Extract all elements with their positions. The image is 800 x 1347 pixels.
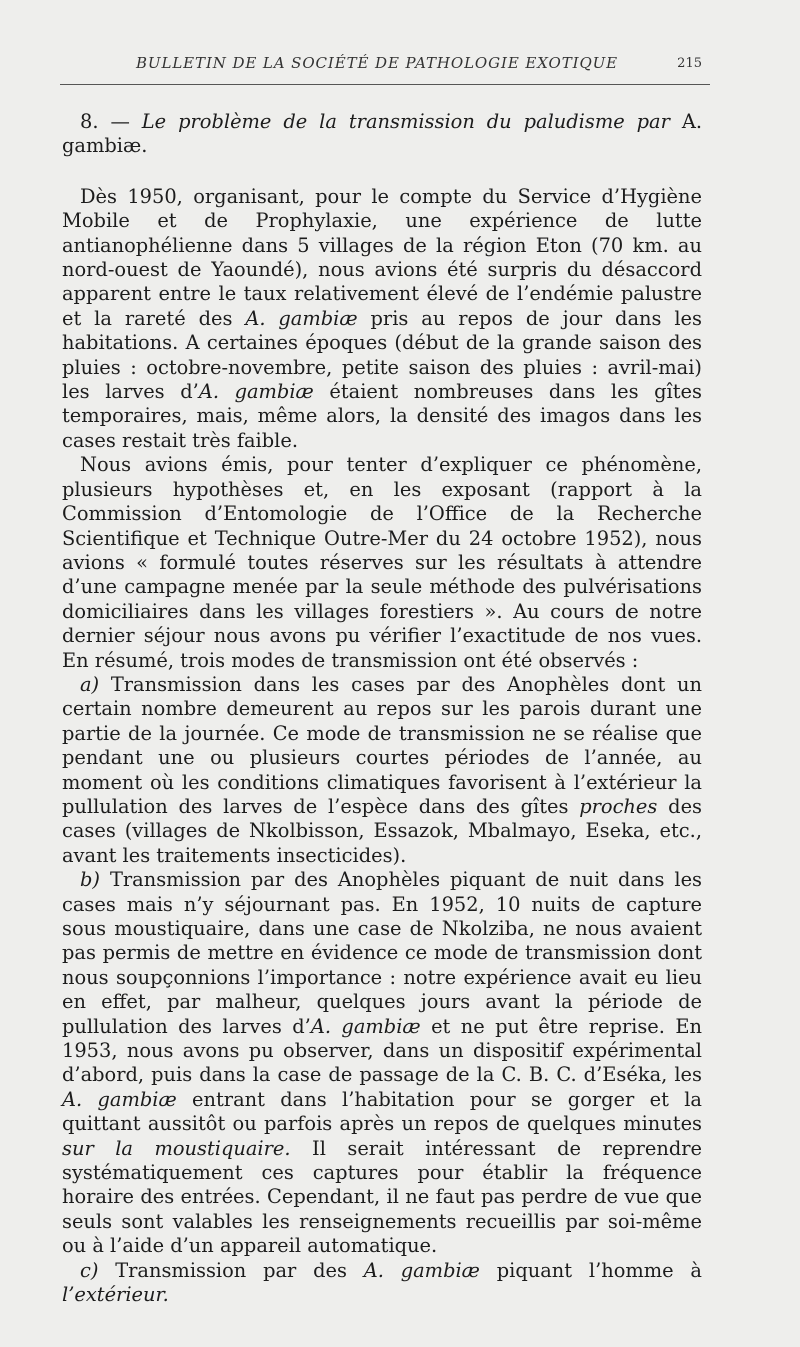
emphasis: sur la moustiquaire. [62, 1136, 291, 1160]
paragraph-b [62, 868, 702, 1259]
text-run: entrant dans l’habitation pour se gorger et la quittant aussitôt ou parfois après un repos de quelques minutes [62, 1087, 702, 1136]
journal-title: BULLETIN DE LA SOCIÉTÉ DE PATHOLOGIE EXOTIQUE [136, 54, 619, 72]
species-name: A. gambiæ [310, 1014, 421, 1038]
page-number: 215 [677, 56, 702, 71]
text-run: étaient nombreuses dans les gîtes temporaires, mais, même alors, la densité des imagos dans les cases restait très faible. [62, 380, 702, 452]
species-name: A. gambiæ [363, 1258, 480, 1282]
list-label: c) [80, 1258, 99, 1282]
list-label: a) [80, 672, 100, 696]
text-run: des cases (villages de Nkolbisson, Essazok, Mbalmayo, Eseka, etc., avant les traitements insecticides). [62, 794, 702, 867]
section-title-species: A. gambiæ. [62, 110, 702, 158]
running-header [60, 52, 710, 82]
text-run: Transmission dans les cases par des Anophèles dont un certain nombre demeurent au repos sur les parois durant une partie de la journée. Ce mode de transmission ne se réalise que pendant une ou plusieurs courtes périodes de l’année, au moment où les conditions climatiques favorisent à l’extérieur la pullulation des larves de l’espèce dans des gîtes [62, 672, 702, 818]
text-run: pris au repos de jour dans les habitations. A certaines époques (début de la grande saison des pluies : octobre-novembre, petite saison des pluies : avril-mai) les larves d’ [62, 306, 702, 404]
section-number: 8. — [80, 110, 130, 133]
text-run: piquant l’homme à [496, 1258, 702, 1282]
text-run: Transmission par des [115, 1258, 347, 1282]
paragraph-2: Nous avions émis, pour tenter d’expliquer ce phénomène, plusieurs hypothèses et, en les exposant (rapport à la Commission d’Entomologie de l’Office de la Recherche Scientifique et Technique Outre-Mer du 24 octobre 1952), nous avions « formulé toutes réserves sur les résultats à attendre d’une campagne menée par la seule méthode des pulvérisations domiciliaires dans les villages forestiers ». Au cours de notre dernier séjour nous avons pu vérifier l’exactitude de nos vues. En résumé, trois modes de transmission ont été observés : [62, 453, 702, 672]
paragraph-a [62, 673, 702, 868]
species-name: A. gambiæ [62, 1087, 177, 1111]
species-name: A. gambiæ [198, 380, 314, 404]
header-rule [60, 84, 710, 85]
list-label: b) [80, 868, 100, 892]
article-body [62, 110, 702, 1308]
section-heading [62, 110, 702, 159]
species-name: A. gambiæ [245, 306, 358, 330]
text-run: Dès 1950, organisant, pour le compte du Service d’Hygiène Mobile et de Prophylaxie, une expérience de lutte antianophélienne dans 5 villages de la région Eton (70 km. au nord-ouest de Yaoundé), nous avions été surpris du désaccord apparent entre le taux relativement élevé de l’endémie palustre et la rareté des [62, 184, 702, 330]
text-run: et ne put être reprise. En 1953, nous avons pu observer, dans un dispositif expérimental d’abord, puis dans la case de passage de la C. B. C. d’Eséka, les [62, 1014, 702, 1087]
text-run: Il serait intéressant de reprendre systématiquement ces captures pour établir la fréquence horaire des entrées. Cependant, il ne faut pas perdre de vue que seuls sont valables les renseignements recueillis par soi-même ou à l’aide d’un appareil automatique. [62, 1136, 702, 1258]
paragraph-c [62, 1259, 702, 1308]
paragraph-1 [62, 185, 702, 453]
section-title: Le problème de la transmission du paludisme par [141, 110, 670, 133]
emphasis: l’extérieur. [62, 1283, 169, 1307]
text-run: Transmission par des Anophèles piquant de nuit dans les cases mais n’y séjournant pas. En 1952, 10 nuits de capture sous moustiquaire, dans une case de Nkolziba, ne nous avaient pas permis de mettre en évidence ce mode de transmission dont nous soupçonnions l’importance : notre expérience avait eu lieu en effet, par malheur, quelques jours avant la période de pullulation des larves d’ [62, 868, 703, 1038]
emphasis: proches [579, 794, 658, 818]
